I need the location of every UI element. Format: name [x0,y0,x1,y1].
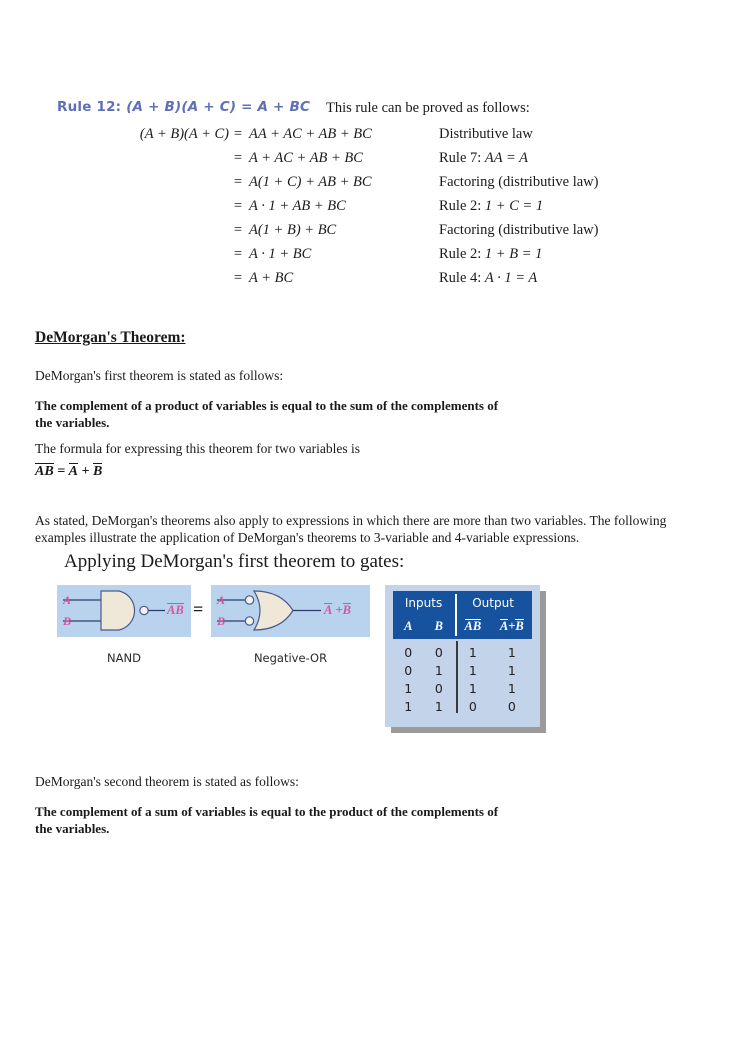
proof-rhs: A · 1 + BC [249,246,312,262]
proof-rhs: A + AC + AB + BC [249,150,363,166]
cell-b: 1 [434,662,443,678]
proof-rhs: A · 1 + AB + BC [249,198,346,214]
negative-or-output-b: B [342,603,351,617]
rule12-proof-block [105,126,665,294]
proof-equals: = [233,198,243,214]
proof-note-expression: A · 1 = A [484,270,538,286]
proof-note-expression: 1 + C = 1 [484,198,544,214]
figure-title: Applying DeMorgan's first theorem to gates: [64,551,405,572]
truth-table-col-ab-complement [454,619,491,634]
truth-table-col-a: A [404,619,413,633]
cell-apb: 1 [507,644,516,660]
cell-ab: 1 [468,680,477,696]
rule12-intro-text: This rule can be proved as follows: [326,100,530,116]
proof-equals: = [233,270,243,286]
proof-note [439,246,665,263]
cell-a: 1 [404,680,413,696]
nand-gate-panel [57,585,191,637]
truth-table-header [393,591,532,639]
rule12-heading [57,99,310,115]
truth-table-body [393,639,532,715]
truth-table-column-row [393,614,532,639]
proof-note [439,150,665,167]
proof-note [439,198,665,215]
rule12-heading-prefix: Rule 12: [57,99,127,115]
cell-apb: 1 [507,680,516,696]
nand-caption: NAND [107,651,141,665]
proof-note-prefix: Factoring (distributive law) [439,222,599,238]
nand-input-a-label: A [63,593,72,607]
truth-table-group-output: Output [472,595,514,610]
cell-a: 0 [404,662,413,678]
table-row [393,679,532,697]
demorgan-second-stated: DeMorgan's second theorem is stated as follows: [35,774,299,789]
proof-rhs: AA + AC + AB + BC [249,126,372,142]
truth-table-col-b: B [434,619,444,633]
proof-row [105,150,665,174]
proof-note-prefix: Rule 4: [439,270,485,286]
truth-table-body-divider [456,641,458,713]
negative-or-gate-panel [211,585,370,637]
proof-lhs: (A + B)(A + C) [139,126,229,142]
cell-a: 0 [404,644,413,660]
truth-table-col-a-text: A [499,619,509,633]
truth-table-group-inputs: Inputs [404,595,443,610]
proof-equals: = [233,174,243,190]
proof-note-prefix: Rule 7: [439,150,485,166]
demorgan-formula-lead: The formula for expressing this theorem for two variables is [35,441,361,456]
proof-rhs: A(1 + B) + BC [249,222,337,238]
demorgan-formula [35,463,102,480]
demorgan-first-stated: DeMorgan's first theorem is stated as follows: [35,368,284,383]
cell-b: 0 [434,680,443,696]
negative-or-input-a-label: A [217,593,226,607]
proof-row [105,126,665,150]
demorgan-as-stated: As stated, DeMorgan's theorems also apply to expressions in which there are more than two variables. The following examples illustrate the application of DeMorgan's theorems to 3-variable and 4-variable expressions. [35,513,667,545]
proof-row [105,174,665,198]
formula-plus: + [81,464,90,479]
negative-or-input-b-label: B [217,614,226,628]
table-row [393,661,532,679]
cell-apb: 1 [507,662,516,678]
demorgan-theorem-title: DeMorgan's Theorem: [35,329,186,346]
negative-or-output-label [324,603,351,618]
truth-table-col-plus: + [508,619,516,633]
negative-or-output-plus: + [335,603,343,617]
truth-table [385,585,540,727]
proof-note [439,270,665,287]
table-row [393,643,532,661]
cell-a: 1 [404,698,413,714]
proof-note-prefix: Rule 2: [439,246,485,262]
negative-or-caption: Negative-OR [253,651,328,665]
cell-ab: 1 [468,644,477,660]
proof-note [439,174,665,191]
truth-table-header-divider [455,594,457,636]
proof-rhs: A + BC [249,270,294,286]
proof-note-expression: AA = A [484,150,529,166]
gates-figure [0,585,744,745]
proof-note [439,222,665,239]
cell-ab: 1 [468,662,477,678]
proof-note-prefix: Distributive law [439,126,533,142]
cell-apb: 0 [507,698,516,714]
proof-note-prefix: Rule 2: [439,198,485,214]
proof-note-prefix: Factoring (distributive law) [439,174,599,190]
proof-rhs: A(1 + C) + AB + BC [249,174,372,190]
proof-equals: = [233,246,243,262]
negative-or-output-a: A [324,603,333,617]
formula-b-complement: B [93,464,103,479]
formula-a-complement: A [68,464,79,479]
cell-b: 1 [434,698,443,714]
cell-ab: 0 [468,698,477,714]
nand-input-b-label: B [63,614,72,628]
equivalence-equals-sign: = [193,599,204,619]
proof-note-expression: 1 + B = 1 [484,246,543,262]
truth-table-col-b-text: B [515,619,524,633]
nand-output-expression: AB [167,603,184,617]
demorgan-second-statement: The complement of a sum of variables is equal to the product of the complements of the variables. [35,804,499,836]
truth-table-col-a-plus-b-complement [492,619,532,634]
truth-table-col-ab-text: AB [464,619,482,633]
proof-equals: = [233,126,243,142]
rule12-heading-expression: (A + B)(A + C) = A + BC [126,99,311,115]
proof-note [439,126,665,143]
formula-ab-complement: AB [35,464,54,479]
proof-row [105,246,665,270]
cell-b: 0 [434,644,443,660]
proof-row [105,198,665,222]
proof-equals: = [233,150,243,166]
nand-output-label [167,603,184,618]
proof-row [105,222,665,246]
table-row [393,697,532,715]
proof-equals: = [233,222,243,238]
proof-row [105,270,665,294]
truth-table-group-row [393,591,532,614]
demorgan-first-statement: The complement of a product of variables is equal to the sum of the complements of the variables. [35,398,499,430]
formula-equals: = [57,464,66,479]
